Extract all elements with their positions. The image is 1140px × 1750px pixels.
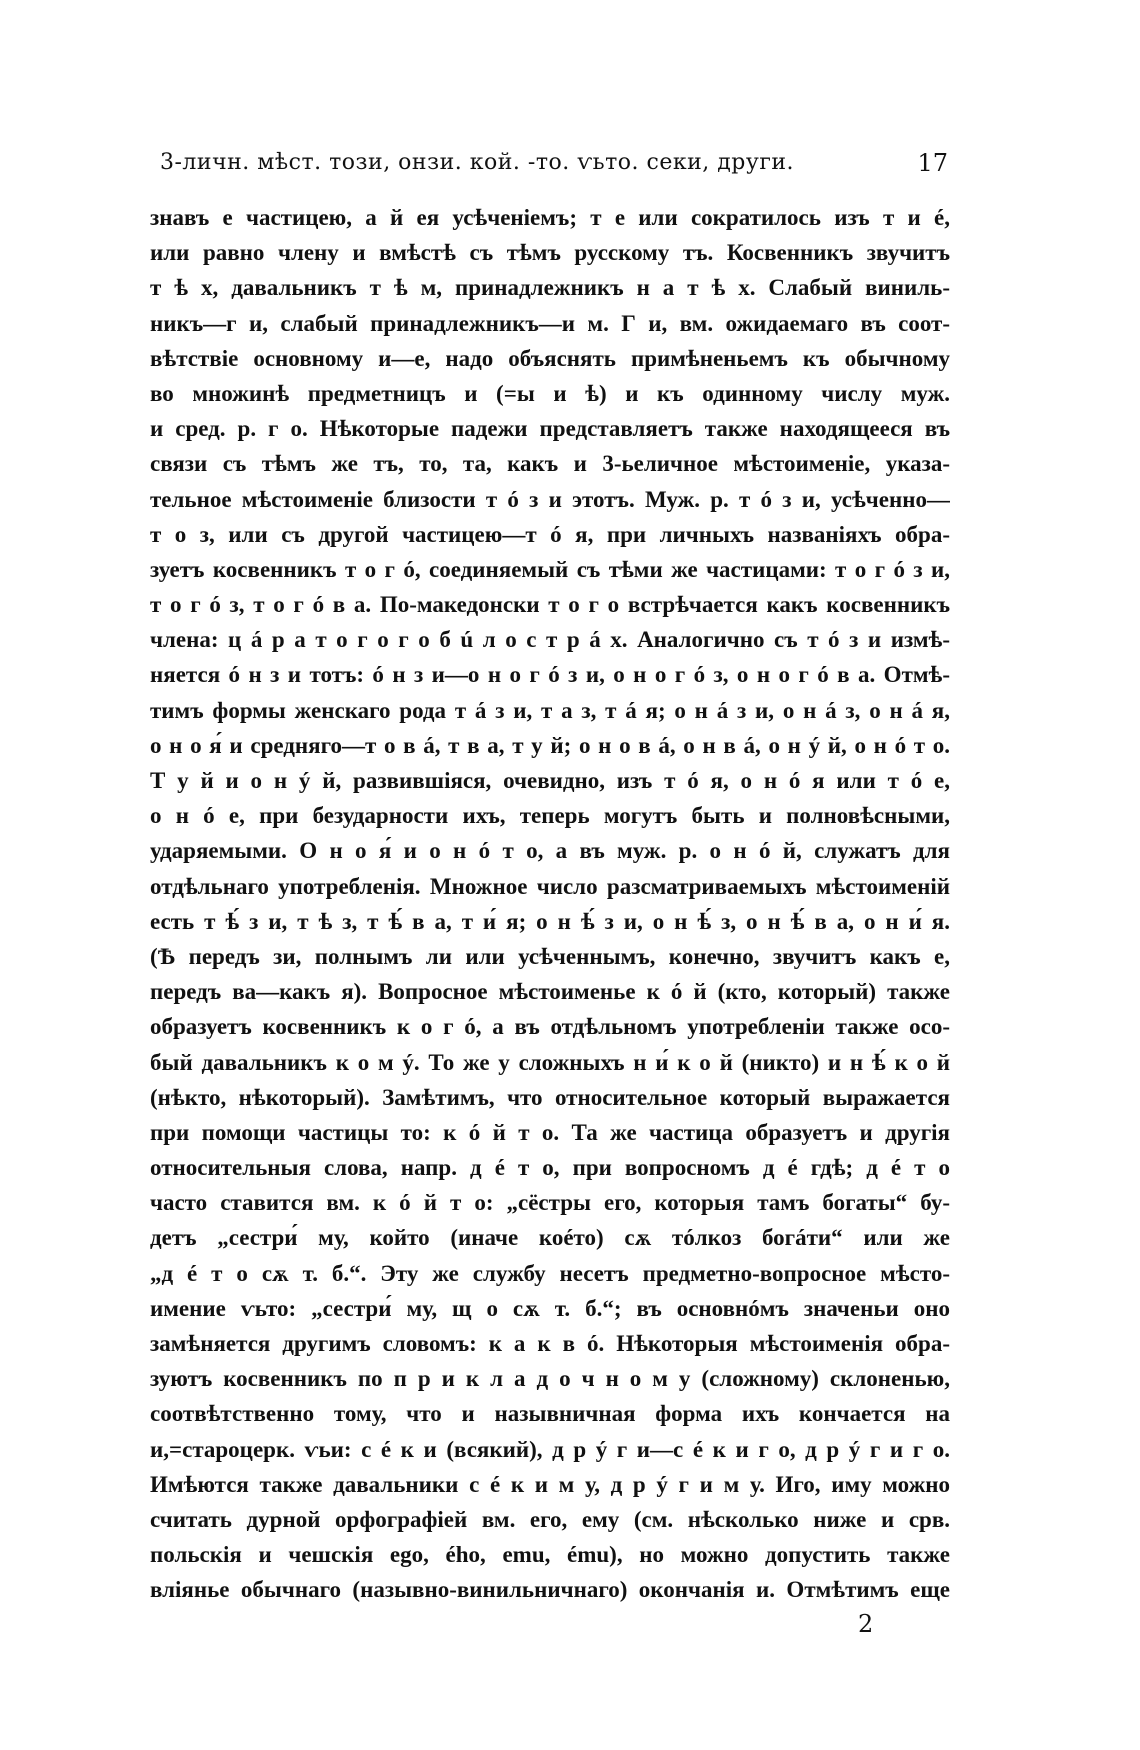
text-line: Имѣются также давальники с é к и м у, д р ý г и м у. Иго, иму можно	[150, 1471, 950, 1497]
text-line: т о з, или съ другой частицею—т ó я, при личныхъ названіяхъ обра-	[150, 521, 950, 547]
text-line: няется ó н з и тотъ: ó н з и—о н о г ó з и, о н о г ó з, о н о г ó в а. Отмѣ-	[150, 662, 950, 688]
text-line: и,=староцерк. ѵьи: с é к и (всякий), д р ý г и—с é к и г о, д р ý г и г о.	[150, 1436, 950, 1462]
text-line: о н о я́ и средняго—т о в á, т в а, т у й; о н о в á, о н в á, о н ý й, о н ó т о.	[150, 732, 950, 758]
text-line: связи съ тѣмъ же тъ, то, та, какъ и 3-ьеличное мѣстоименіе, указа-	[150, 451, 950, 477]
text-line: соотвѣтственно тому, что и назывничная форма ихъ кончается на	[150, 1401, 950, 1427]
text-line: Т у й и о н ý й, развившіяся, очевидно, изъ т ó я, о н ó я или т ó е,	[150, 768, 950, 793]
text-line: тимъ формы женскаго рода т á з и, т а з, т á я; о н á з и, о н á з, о н á я,	[150, 697, 950, 723]
text-line: вліянье обычнаго (назывно-винильничнаго) окончанія и. Отмѣтимъ еще	[150, 1577, 950, 1603]
text-line: часто ставится вм. к ó й т о: „сёстры его, которыя тамъ богаты“ бу-	[150, 1190, 950, 1216]
text-line: зуютъ косвенникъ по п р и к л а д о ч н о м у (сложному) склоненью,	[150, 1366, 950, 1392]
running-title: 3-личн. мѣст. този, онзи. кой. -то. ѵьто. секи, други.	[160, 150, 795, 175]
text-line: (Ѣ передъ зи, полнымъ ли или усѣченнымъ, конечно, звучитъ какъ е,	[150, 943, 950, 969]
text-line: и сред. р. г о. Нѣкоторые падежи представляетъ также находящееся въ	[150, 416, 950, 442]
text-line: польскія и чешскія ego, ého, emu, ému), но можно допустить также	[150, 1542, 950, 1568]
text-line: о н ó е, при безударности ихъ, теперь могутъ быть и полновѣсными,	[150, 803, 950, 829]
text-line: образуетъ косвенникъ к о г ó, а въ отдѣльномъ употребленіи также осо-	[150, 1014, 950, 1040]
text-line: „д é т о сѫ т. б.“. Эту же службу несетъ предметно-вопросное мѣсто-	[150, 1260, 950, 1286]
body-text	[150, 200, 950, 1608]
text-line: тельное мѣстоименіе близости т ó з и этотъ. Муж. р. т ó з и, усѣченно—	[150, 486, 950, 512]
text-line: передъ ва—какъ я). Вопросное мѣстоименье к ó й (кто, который) также	[150, 979, 950, 1005]
page-number: 17	[917, 149, 948, 177]
text-line: имение ѵьто: „сестри́ му, щ о сѫ т. б.“; въ основнóмъ значеньи оно	[150, 1295, 950, 1321]
running-head	[160, 143, 948, 183]
text-line: бый давальникъ к о м ý. То же у сложныхъ н и́ к о й (никто) и н ѣ́ к о й	[150, 1049, 950, 1075]
text-line: считать дурной орфографіей вм. его, ему (см. нѣсколько ниже и срв.	[150, 1506, 950, 1532]
text-line: т о г ó з, т о г ó в а. По-македонски т о г о встрѣчается какъ косвенникъ	[150, 592, 950, 618]
text-line: замѣняется другимъ словомъ: к а к в ó. Нѣкоторыя мѣстоименія обра-	[150, 1331, 950, 1356]
text-line: никъ—г и, слабый принадлежникъ—и м. Г и, вм. ожидаемаго въ соот-	[150, 310, 950, 336]
text-line: во множинѣ предметницъ и (=ы и ѣ) и къ одинному числу муж.	[150, 380, 950, 406]
text-line: (нѣкто, нѣкоторый). Замѣтимъ, что относительное который выражается	[150, 1084, 950, 1110]
text-line: есть т ѣ́ з и, т ѣ з, т ѣ́ в а, т и́ я; о н ѣ́ з и, о н ѣ́ з, о н ѣ́ в а, о н и́ я.	[150, 908, 950, 934]
text-line: т ѣ х, давальникъ т ѣ м, принадлежникъ н а т ѣ х. Слабый виниль-	[150, 275, 950, 301]
text-line: ударяемыми. О н о я́ и о н ó т о, а въ муж. р. о н ó й, служатъ для	[150, 838, 950, 864]
text-line: при помощи частицы то: к ó й т о. Та же частица образуетъ и другія	[150, 1119, 950, 1145]
text-line: зуетъ косвенникъ т о г ó, соединяемый съ тѣми же частицами: т о г ó з и,	[150, 556, 950, 582]
text-line: знавъ е частицею, а й ея усѣченіемъ; т е или сократилось изъ т и é,	[150, 205, 950, 230]
text-line: отдѣльнаго употребленія. Множное число разсматриваемыхъ мѣстоименій	[150, 873, 950, 899]
text-line: или равно члену и вмѣстѣ съ тѣмъ русскому тъ. Косвенникъ звучитъ	[150, 240, 950, 266]
text-line: относительныя слова, напр. д é т о, при вопросномъ д é гдѣ; д é т о	[150, 1155, 950, 1181]
text-line: вѣтствіе основному и—е, надо объяснять примѣненьемъ къ обычному	[150, 345, 950, 371]
signature-mark: 2	[858, 1610, 874, 1638]
text-line: детъ „сестри́ му, който (иначе коéто) сѫ тóлкоз богáти“ или же	[150, 1225, 950, 1251]
text-line: члена: ц á р а т о г о г о б ú л о с т р á х. Аналогично съ т ó з и измѣ-	[150, 627, 950, 653]
